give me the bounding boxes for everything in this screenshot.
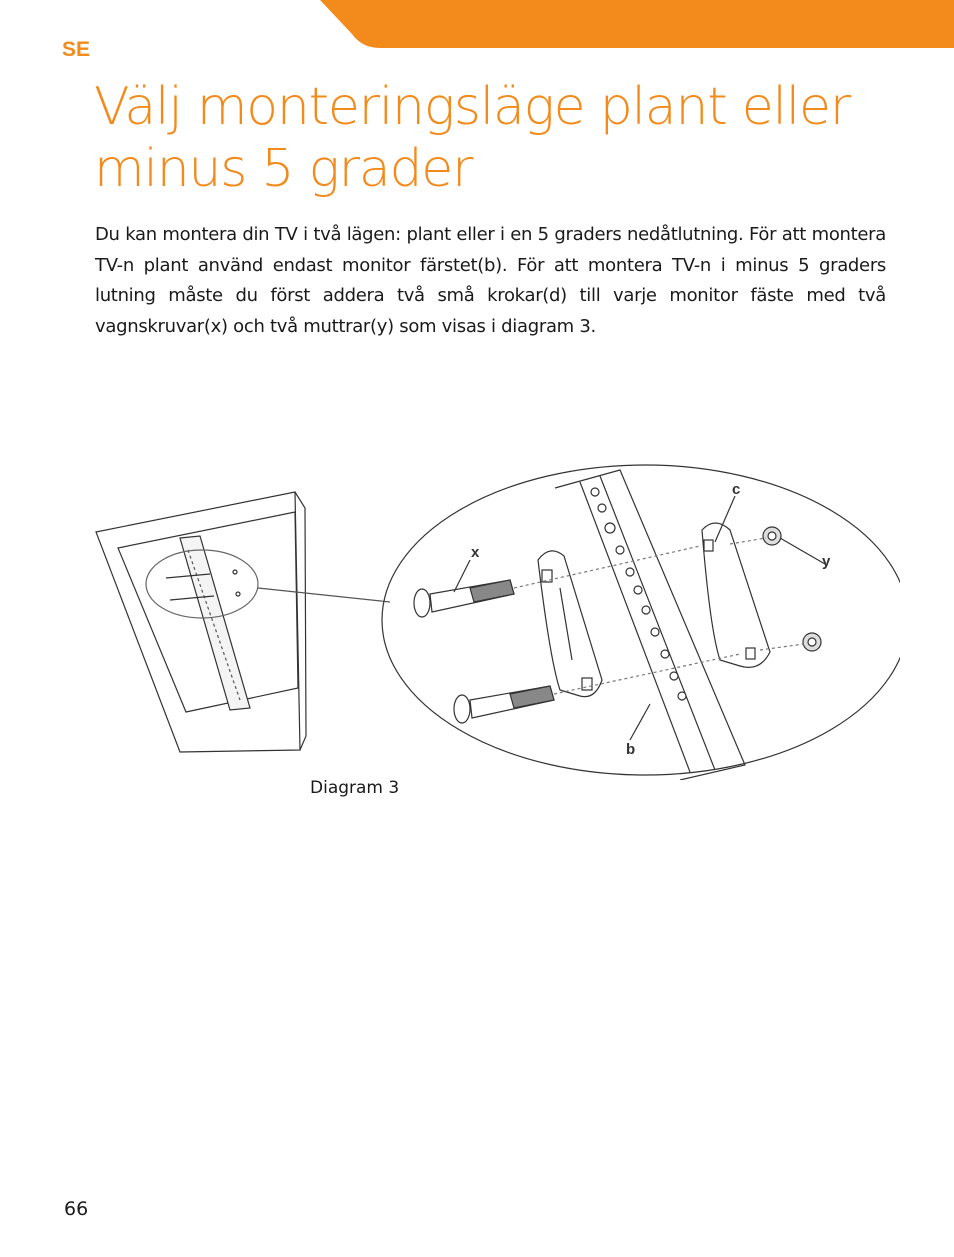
header-tab bbox=[0, 0, 954, 50]
language-tag: SE bbox=[62, 38, 91, 61]
label-b: b bbox=[626, 741, 636, 758]
detail-zoom bbox=[382, 465, 900, 780]
diagram-caption: Diagram 3 bbox=[310, 778, 400, 798]
label-x: x bbox=[471, 544, 480, 561]
carriage-bolt bbox=[414, 580, 554, 723]
tv-back-illustration bbox=[96, 492, 390, 752]
page-number: 66 bbox=[64, 1198, 89, 1220]
label-y: y bbox=[822, 553, 831, 570]
page-title: Välj monteringsläge plant eller minus 5 grader bbox=[94, 77, 851, 199]
body-paragraph: Du kan montera din TV i två lägen: plant eller i en 5 graders nedåtlutning. För att montera TV-n plant använd endast monitor färstet(b). För att montera TV-n i minus 5 graders lutning måste du först addera två små krokar(d) till varje monitor fäste med två vagnskruvar(x) och två muttrar(y) som visas i diagram 3. bbox=[95, 224, 886, 337]
label-c: c bbox=[732, 481, 741, 498]
mounting-diagram bbox=[90, 460, 900, 780]
